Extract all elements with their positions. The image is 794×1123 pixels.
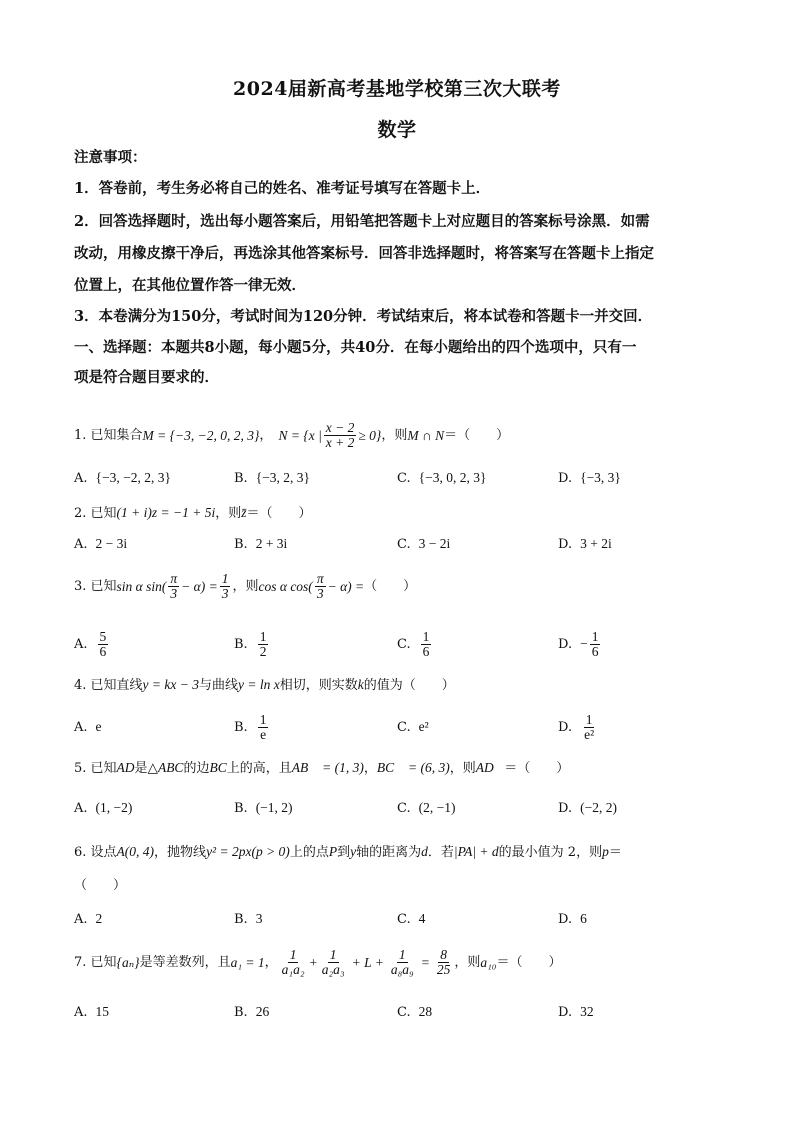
question-3-option-a[interactable]: A. $\frac{5}{6}$ — [74, 628, 107, 659]
question-5-options — [74, 792, 734, 824]
note-item-2-line-3: 位置上，在其他位置作答一律无效． — [74, 277, 306, 294]
question-3-option-d[interactable]: D. − $\frac{1}{6}$ — [558, 628, 599, 659]
section-1-heading-line-1: 一、选择题：本题共8小题，每小题5分，共40分．在每小题给出的四个选项中，只有一 — [74, 339, 637, 356]
question-4-option-b[interactable]: B. $\frac{1}{e}$ — [234, 711, 267, 742]
question-3-option-b[interactable]: B. $\frac{1}{2}$ — [234, 628, 267, 659]
question-1-option-b[interactable]: B. {−3, 2, 3} — [234, 470, 311, 486]
note-item-3: 3．本卷满分为150分，考试时间为120分钟．考试结束后，将本试卷和答题卡一并交回． — [74, 308, 653, 325]
question-5-option-b[interactable]: B. (−1, 2) — [234, 800, 293, 816]
question-4-options — [74, 711, 734, 743]
question-1-stem: 1. 已知集合 M = {−3, −2, 0, 2, 3} ， N = {x | $\frac{x - 2}{x + 2}$ ≥ 0} ，则 M ∩ N ＝（ ） — [74, 420, 510, 450]
question-4-option-c[interactable]: C. e² — [397, 719, 429, 735]
question-3-stem: 3. 已知 sin α sin( $\frac{\pi}{3}$ − α) = $\frac{1}{3}$ ，则 cos α cos( $\frac{\pi}{3}$ − α) = （ ） — [74, 571, 417, 601]
question-1-options — [74, 462, 734, 494]
question-6-option-b[interactable]: B. 3 — [234, 911, 263, 927]
question-6-stem-line-2: （ ） — [74, 878, 127, 893]
question-2-option-d[interactable]: D. 3 + 2i — [558, 536, 612, 552]
question-5-option-a[interactable]: A. (1, −2) — [74, 800, 133, 816]
question-6-option-d[interactable]: D. 6 — [558, 911, 587, 927]
question-4-option-d[interactable]: D. $\frac{1}{\text{e²}}$ — [558, 711, 595, 742]
question-7-stem: 7. 已知 {aₙ} 是等差数列，且 a₁ = 1 ， $\frac{1}{\text{a₁a₂}}$ + $\frac{1}{\text{a₂a₃}}$ + L + $\frac{1}{\text{a₈a₉}}$ = $\frac{8}{25}$ ，则 a₁₀ ＝（ ） — [74, 947, 562, 977]
question-5-option-c[interactable]: C. (2, −1) — [397, 800, 456, 816]
exam-subject: 数学 — [377, 119, 417, 141]
question-1-option-d[interactable]: D. {−3, 3} — [558, 470, 621, 486]
question-5-option-d[interactable]: D. (−2, 2) — [558, 800, 617, 816]
question-7-option-b[interactable]: B. 26 — [234, 1004, 270, 1020]
question-2-option-a[interactable]: A. 2 − 3i — [74, 536, 128, 552]
question-6-option-a[interactable]: A. 2 — [74, 911, 103, 927]
question-5-stem: 5. 已知AD是△ABC的边BC上的高，且AB⃗ = (1, 3)，BC⃗ = (6, 3)，则AD⃗＝（ ） — [74, 760, 570, 776]
question-7-option-c[interactable]: C. 28 — [397, 1004, 433, 1020]
note-item-2-line-1: 2．回答选择题时，选出每小题答案后，用铅笔把答题卡上对应题目的答案标号涂黑．如需 — [74, 213, 650, 230]
question-3-option-c[interactable]: C. $\frac{1}{6}$ — [397, 628, 430, 659]
question-1-option-a[interactable]: A. {−3, −2, 2, 3} — [74, 470, 171, 486]
note-item-1: 1．答卷前，考生务必将自己的姓名、准考证号填写在答题卡上． — [74, 180, 491, 197]
question-1-option-c[interactable]: C. {−3, 0, 2, 3} — [397, 470, 487, 486]
question-7-options — [74, 996, 734, 1028]
question-2-option-b[interactable]: B. 2 + 3i — [234, 536, 288, 552]
question-7-option-d[interactable]: D. 32 — [558, 1004, 594, 1020]
question-3-options — [74, 628, 734, 660]
question-6-options — [74, 903, 734, 935]
question-6-stem: 6. 设点A(0, 4)，抛物线y² = 2px(p > 0)上的点P到y轴的距离为d．若|PA| + d的最小值为 2，则p＝ — [74, 844, 622, 860]
note-item-2-line-2: 改动，用橡皮擦干净后，再选涂其他答案标号．回答非选择题时，将答案写在答题卡上指定 — [74, 245, 654, 262]
question-2-stem: 2. 已知(1 + i)z = −1 + 5i，则z̄＝（ ） — [74, 505, 312, 521]
question-4-option-a[interactable]: A. e — [74, 719, 102, 735]
section-1-heading-line-2: 项是符合题目要求的． — [74, 369, 219, 386]
question-4-stem: 4. 已知直线y = kx − 3与曲线y = ln x相切，则实数k的值为（ ） — [74, 677, 455, 693]
question-7-option-a[interactable]: A. 15 — [74, 1004, 110, 1020]
exam-title: 2024届新高考基地学校第三次大联考 — [233, 78, 561, 100]
question-2-option-c[interactable]: C. 3 − 2i — [397, 536, 451, 552]
question-6-option-c[interactable]: C. 4 — [397, 911, 426, 927]
notes-heading: 注意事项： — [74, 149, 147, 166]
question-2-options — [74, 528, 734, 560]
